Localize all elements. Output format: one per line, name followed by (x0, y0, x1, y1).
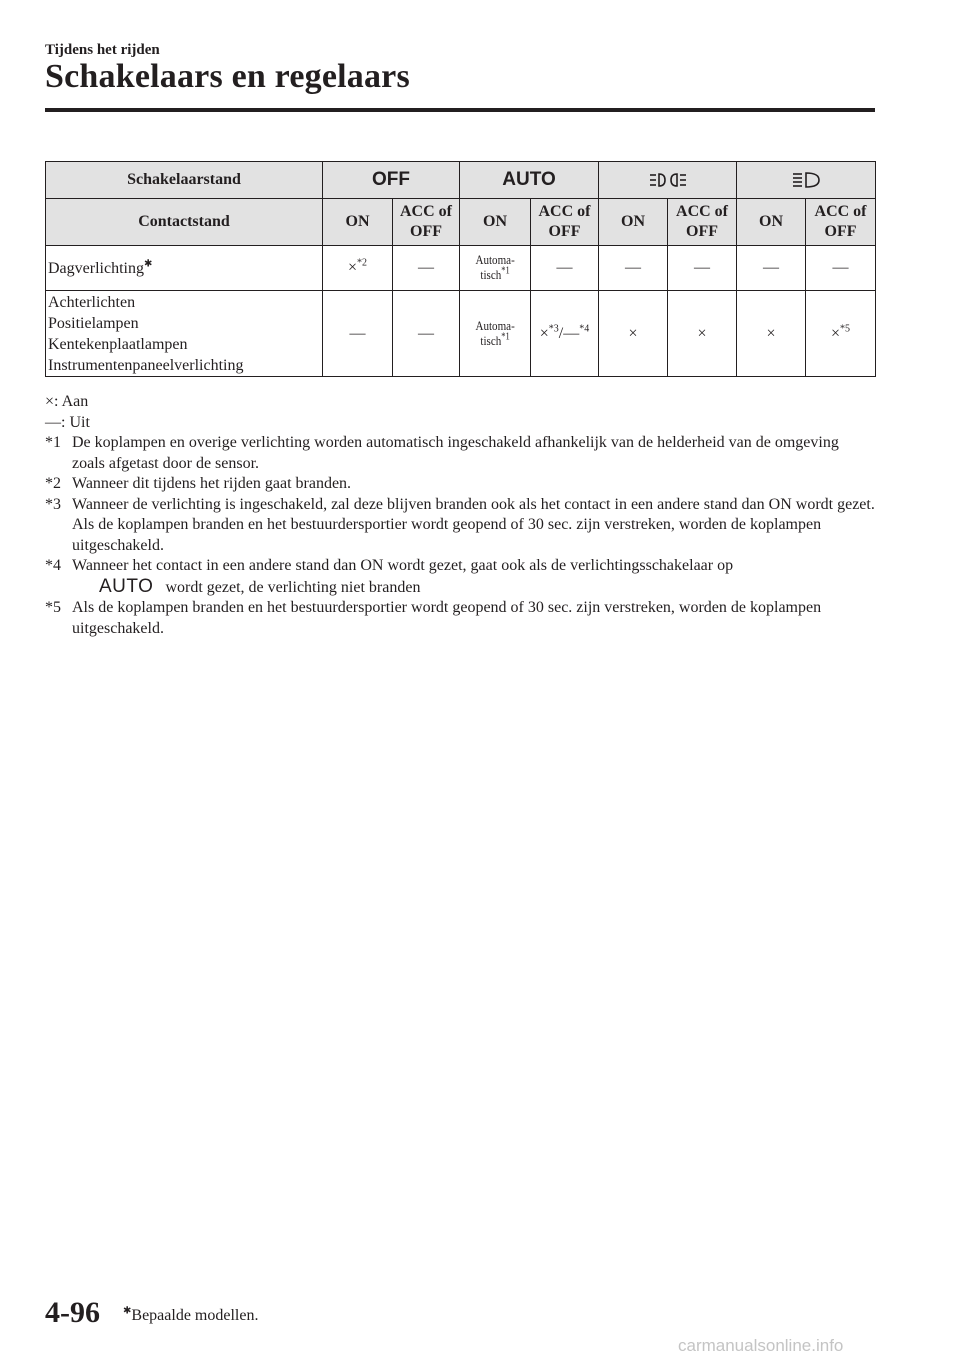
certain-models-mark: ✱ (143, 258, 153, 270)
lights-group-label (46, 291, 323, 377)
table-cell: × (599, 291, 668, 377)
table-cell: ×$^{*2}$ (323, 246, 393, 291)
lighting-table (45, 161, 876, 377)
switch-off-label: OFF (323, 162, 460, 199)
footnote-2: *2 Wanneer dit tijdens het rijden gaat branden. (45, 475, 352, 492)
table-cell: ×$^{*5}$ (806, 291, 876, 377)
table-row (46, 291, 876, 377)
page-title: Schakelaars en regelaars (45, 58, 410, 95)
footnotes (45, 392, 875, 639)
row-label: Instrumentenpaneelverlichting (48, 356, 244, 374)
section-label: Tijdens het rijden (45, 42, 160, 58)
auto-position-label: AUTO (99, 575, 154, 597)
row-label: Achterlichten (48, 293, 136, 311)
ignition-position-row (46, 199, 876, 246)
table-cell: — (323, 291, 393, 377)
table-cell: Automa- tisch$^{*1}$ (460, 246, 531, 291)
table-row (46, 246, 876, 291)
headlight-cell (737, 162, 876, 199)
table-cell: × (737, 291, 806, 377)
table-cell: — (393, 246, 460, 291)
auto-on-cell: ON (460, 199, 531, 246)
title-rule (45, 108, 875, 112)
table-cell: — (737, 246, 806, 291)
switch-auto-label: AUTO (460, 162, 599, 199)
table-cell: — (393, 291, 460, 377)
headlight-acc-cell: ACC of OFF (806, 199, 876, 246)
off-acc-cell: ACC of OFF (393, 199, 460, 246)
footnote-4: *4 Wanneer het contact in een andere stand dan ON wordt gezet, gaat ook als de verlichtingsschakelaar op AUTO wordt gezet, de verlichting niet branden (45, 557, 734, 597)
table-cell: — (806, 246, 876, 291)
parking-acc-cell: ACC of OFF (668, 199, 737, 246)
parking-lights-cell (599, 162, 737, 199)
table-cell: × (668, 291, 737, 377)
table-cell: — (531, 246, 599, 291)
row-label: Dagverlichting (48, 259, 144, 277)
off-on-cell: ON (323, 199, 393, 246)
row-label: Positielampen (48, 314, 139, 332)
table-cell: — (668, 246, 737, 291)
legend-off: —: Uit (45, 413, 90, 431)
page-number: 4-96 (45, 1296, 100, 1329)
table-cell: — (599, 246, 668, 291)
headlight-icon (792, 171, 820, 189)
headlight-on-cell: ON (737, 199, 806, 246)
auto-acc-cell: ACC of OFF (531, 199, 599, 246)
parking-lights-icon (649, 171, 687, 189)
row-label: Kentekenplaatlampen (48, 335, 188, 353)
legend-on: ×: Aan (45, 393, 89, 410)
watermark: carmanualsonline.info (678, 1336, 844, 1355)
footnote-5: *5 Als de koplampen branden en het bestuurdersportier wordt geopend of 30 sec. zijn verstreken, worden de koplampen uitgeschakeld. (45, 599, 822, 637)
table-cell: Automa- tisch$^{*1}$ (460, 291, 531, 377)
daytime-lights-label (46, 246, 323, 291)
footnote-3: *3 Wanneer de verlichting is ingeschakeld, zal deze blijven branden ook als het contact in een andere stand dan ON wordt gezet. Als de koplampen branden en het bestuurdersportier wordt geopend of 30 sec. zijn verstreken, worden de koplampen uitgeschakeld. (45, 495, 875, 554)
table-cell: ×$^{*3}$/—$^{*4}$ (531, 291, 599, 377)
footnote-1: *1 De koplampen en overige verlichting worden automatisch ingeschakeld afhankelijk van de helderheid van de omgeving zoals afgetast door de sensor. (45, 434, 839, 472)
parking-on-cell: ON (599, 199, 668, 246)
switch-position-row (46, 162, 876, 199)
ignition-position-label: Contactstand (46, 199, 323, 246)
switch-position-label: Schakelaarstand (46, 162, 323, 199)
footer-note: ✱Bepaalde modellen. (123, 1305, 259, 1324)
